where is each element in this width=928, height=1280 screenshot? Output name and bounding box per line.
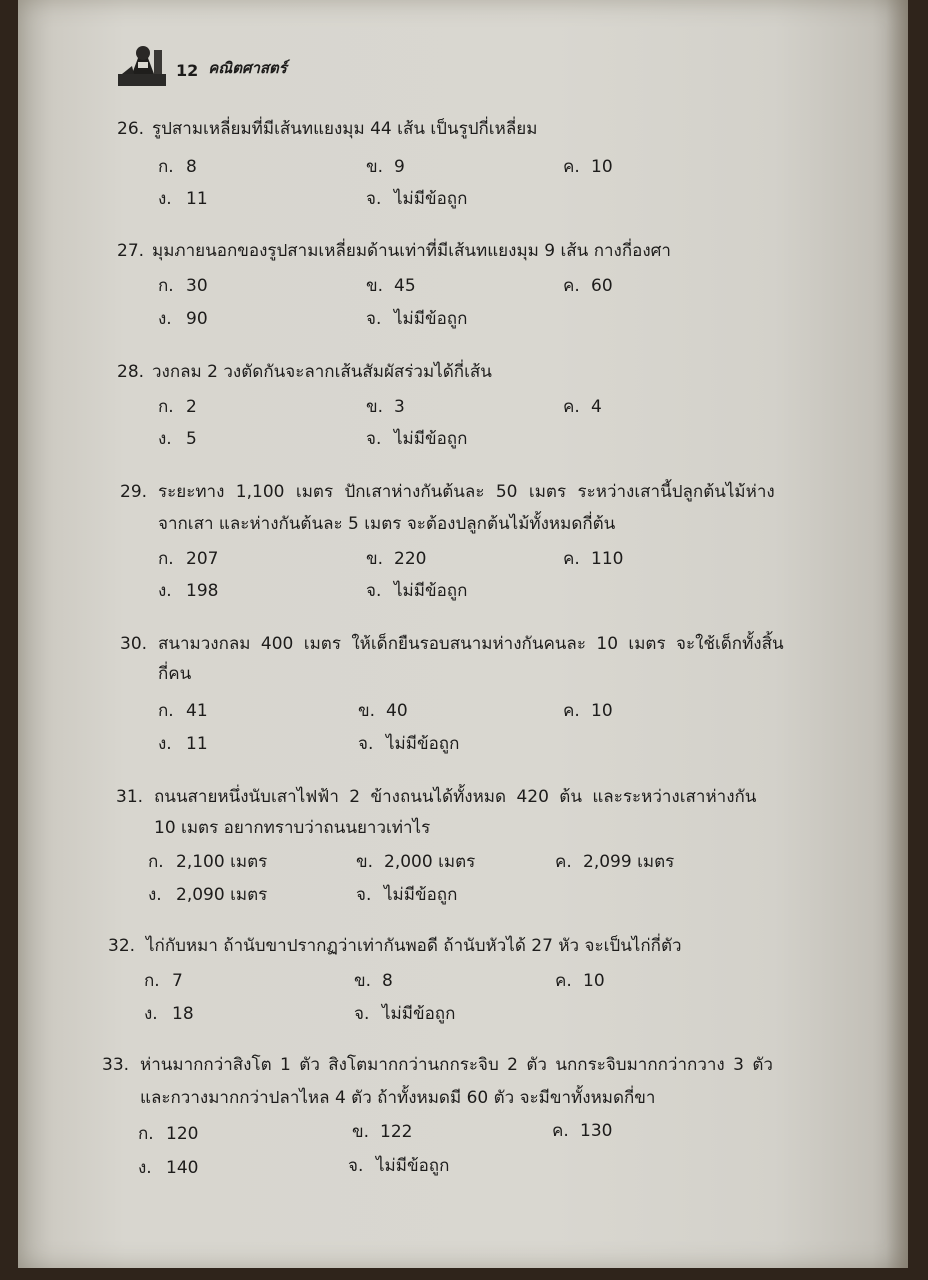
choice-ngo [158, 428, 197, 450]
choice-value: 90 [186, 309, 208, 329]
choice-value: 9 [394, 157, 405, 177]
choice-label: ง. [148, 885, 162, 905]
choice-label: ก. [148, 852, 164, 872]
choice-label: ข. [358, 701, 376, 721]
choice-ngo [158, 308, 208, 330]
choice-value: ไม่มีข้อถูก [382, 1004, 456, 1024]
choice-value: 2,090 เมตร [176, 885, 268, 905]
choice-label: ง. [138, 1158, 152, 1178]
choice-label: ค. [563, 549, 580, 569]
choice-cho [366, 428, 467, 450]
choice-ngo [138, 1157, 198, 1179]
choice-value: ไม่มีข้อถูก [384, 885, 458, 905]
question-number: 26. [117, 119, 145, 139]
choice-ngo [158, 188, 208, 210]
choice-value: 140 [166, 1158, 199, 1178]
choice-label: ค. [555, 852, 572, 872]
choice-ko [158, 275, 208, 297]
choice-label: ก. [158, 276, 174, 296]
choice-value: ไม่มีข้อถูก [394, 581, 468, 601]
choice-value: 198 [186, 581, 219, 601]
choice-value: 40 [386, 701, 408, 721]
choice-value: 2 [186, 397, 197, 417]
question-text-line: สนามวงกลม 400 เมตร ให้เด็กยืนรอบสนามห่างกันคนละ 10 เมตร จะใช้เด็กทั้งสิ้น [158, 634, 784, 654]
choice-cho [348, 1155, 449, 1177]
choice-label: ข. [354, 971, 372, 991]
choice-value: 45 [394, 276, 416, 296]
choice-kho [354, 970, 393, 992]
choice-ngo [158, 733, 208, 755]
choice-value: 220 [394, 549, 427, 569]
choice-ko [158, 700, 208, 722]
choice-value: 7 [172, 971, 183, 991]
choice-label: ข. [366, 549, 384, 569]
choice-label: จ. [354, 1004, 370, 1024]
choice-value: 11 [186, 189, 208, 209]
choice-kho [366, 396, 405, 418]
choice-kho [356, 851, 475, 873]
choice-label: ง. [144, 1004, 158, 1024]
question-number: 30. [120, 634, 148, 654]
choice-label: ค. [552, 1121, 569, 1141]
choice-value: 122 [380, 1122, 413, 1142]
question-text-line: ไก่กับหมา ถ้านับขาปรากฏว่าเท่ากันพอดี ถ้านับหัวได้ 27 หัว จะเป็นไก่กี่ตัว [146, 936, 682, 956]
choice-value: 5 [186, 429, 197, 449]
choice-value: ไม่มีข้อถูก [394, 429, 468, 449]
choice-ngo [158, 580, 218, 602]
choice-label: ข. [366, 276, 384, 296]
choice-value: 4 [591, 397, 602, 417]
choice-label: จ. [358, 734, 374, 754]
question-number: 28. [117, 362, 145, 382]
choice-label: ก. [158, 549, 174, 569]
question-number: 27. [117, 241, 145, 261]
choice-value: 8 [382, 971, 393, 991]
choice-ko [144, 970, 183, 992]
choice-label: ค. [563, 701, 580, 721]
choice-label: ค. [563, 276, 580, 296]
choice-kho-khwai [555, 970, 605, 992]
choice-kho-khwai [552, 1120, 612, 1142]
choice-value: 2,000 เมตร [384, 852, 476, 872]
choice-label: ง. [158, 309, 172, 329]
page-number: 12 [176, 61, 199, 80]
choice-label: ข. [356, 852, 374, 872]
choice-cho [366, 308, 467, 330]
choice-ko [158, 548, 218, 570]
choice-value: 130 [580, 1121, 613, 1141]
choice-value: ไม่มีข้อถูก [386, 734, 460, 754]
choice-label: ก. [158, 701, 174, 721]
choice-label: ค. [563, 157, 580, 177]
choice-value: 2,099 เมตร [583, 852, 675, 872]
question-text-line: รูปสามเหลี่ยมที่มีเส้นทแยงมุม 44 เส้น เป็นรูปกี่เหลี่ยม [152, 119, 538, 139]
choice-value: 18 [172, 1004, 194, 1024]
choice-label: จ. [348, 1156, 364, 1176]
question-text-line: ระยะทาง 1,100 เมตร ปักเสาห่างกันต้นละ 50 เมตร ระหว่างเสานี้ปลูกต้นไม้ห่าง [158, 482, 775, 502]
choice-label: ง. [158, 734, 172, 754]
choice-value: 10 [583, 971, 605, 991]
question-text-line: มุมภายนอกของรูปสามเหลี่ยมด้านเท่าที่มีเส้นทแยงมุม 9 เส้น กางกี่องศา [152, 241, 671, 261]
choice-value: ไม่มีข้อถูก [394, 189, 468, 209]
choice-label: ก. [144, 971, 160, 991]
choice-value: 120 [166, 1124, 199, 1144]
choice-label: ค. [563, 397, 580, 417]
choice-kho [366, 275, 416, 297]
choice-value: 8 [186, 157, 197, 177]
choice-value: 110 [591, 549, 624, 569]
subject-title: คณิตศาสตร์ [208, 59, 287, 77]
book-page [18, 0, 908, 1268]
choice-label: ง. [158, 429, 172, 449]
question-number: 32. [108, 936, 136, 956]
page-edge-shadow [886, 0, 908, 1268]
question-text-line: ห่านมากกว่าสิงโต 1 ตัว สิงโตมากกว่านกกระจิบ 2 ตัว นกกระจิบมากกว่ากวาง 3 ตัว [140, 1055, 773, 1075]
choice-value: 60 [591, 276, 613, 296]
choice-ko [158, 396, 197, 418]
choice-label: ง. [158, 189, 172, 209]
page-header [118, 40, 287, 86]
choice-kho [352, 1121, 412, 1143]
question-number: 29. [120, 482, 148, 502]
choice-kho-khwai [563, 396, 602, 418]
choice-value: ไม่มีข้อถูก [394, 309, 468, 329]
question-text-line: ถนนสายหนึ่งนับเสาไฟฟ้า 2 ข้างถนนได้ทั้งหมด 420 ต้น และระหว่างเสาห่างกัน [154, 787, 757, 807]
choice-cho [358, 733, 459, 755]
choice-ngo [144, 1003, 194, 1025]
question-number: 33. [102, 1055, 130, 1075]
choice-kho [366, 548, 426, 570]
choice-label: จ. [366, 189, 382, 209]
choice-ko [138, 1123, 198, 1145]
choice-label: ข. [352, 1122, 370, 1142]
choice-label: ข. [366, 157, 384, 177]
choice-value: 207 [186, 549, 219, 569]
choice-label: ก. [158, 157, 174, 177]
choice-cho [356, 884, 457, 906]
question-text-line: จากเสา และห่างกันต้นละ 5 เมตร จะต้องปลูกต้นไม้ทั้งหมดกี่ต้น [158, 514, 616, 534]
question-number: 31. [116, 787, 144, 807]
choice-value: 11 [186, 734, 208, 754]
choice-cho [366, 580, 467, 602]
choice-label: ข. [366, 397, 384, 417]
choice-label: ค. [555, 971, 572, 991]
choice-kho [366, 156, 405, 178]
choice-kho-khwai [555, 851, 674, 873]
choice-value: ไม่มีข้อถูก [376, 1156, 450, 1176]
choice-value: 10 [591, 157, 613, 177]
choice-label: จ. [366, 309, 382, 329]
choice-ngo [148, 884, 267, 906]
choice-value: 41 [186, 701, 208, 721]
choice-label: ง. [158, 581, 172, 601]
teacher-figure-icon [118, 44, 166, 86]
choice-kho-khwai [563, 548, 623, 570]
choice-label: จ. [356, 885, 372, 905]
choice-ko [158, 156, 197, 178]
choice-cho [354, 1003, 455, 1025]
choice-label: จ. [366, 581, 382, 601]
choice-cho [366, 188, 467, 210]
question-text-line: และกวางมากกว่าปลาไหล 4 ตัว ถ้าทั้งหมดมี 60 ตัว จะมีขาทั้งหมดกี่ขา [140, 1088, 656, 1108]
question-text-line: 10 เมตร อยากทราบว่าถนนยาวเท่าไร [154, 818, 431, 838]
choice-kho [358, 700, 408, 722]
choice-kho-khwai [563, 156, 613, 178]
choice-ko [148, 851, 267, 873]
choice-value: 3 [394, 397, 405, 417]
choice-kho-khwai [563, 275, 613, 297]
choice-value: 30 [186, 276, 208, 296]
question-text-line: วงกลม 2 วงตัดกันจะลากเส้นสัมผัสร่วมได้กี่เส้น [152, 362, 492, 382]
choice-value: 2,100 เมตร [176, 852, 268, 872]
choice-label: ก. [158, 397, 174, 417]
choice-value: 10 [591, 701, 613, 721]
choice-label: ก. [138, 1124, 154, 1144]
question-text-line: กี่คน [158, 664, 192, 684]
choice-label: จ. [366, 429, 382, 449]
choice-kho-khwai [563, 700, 613, 722]
